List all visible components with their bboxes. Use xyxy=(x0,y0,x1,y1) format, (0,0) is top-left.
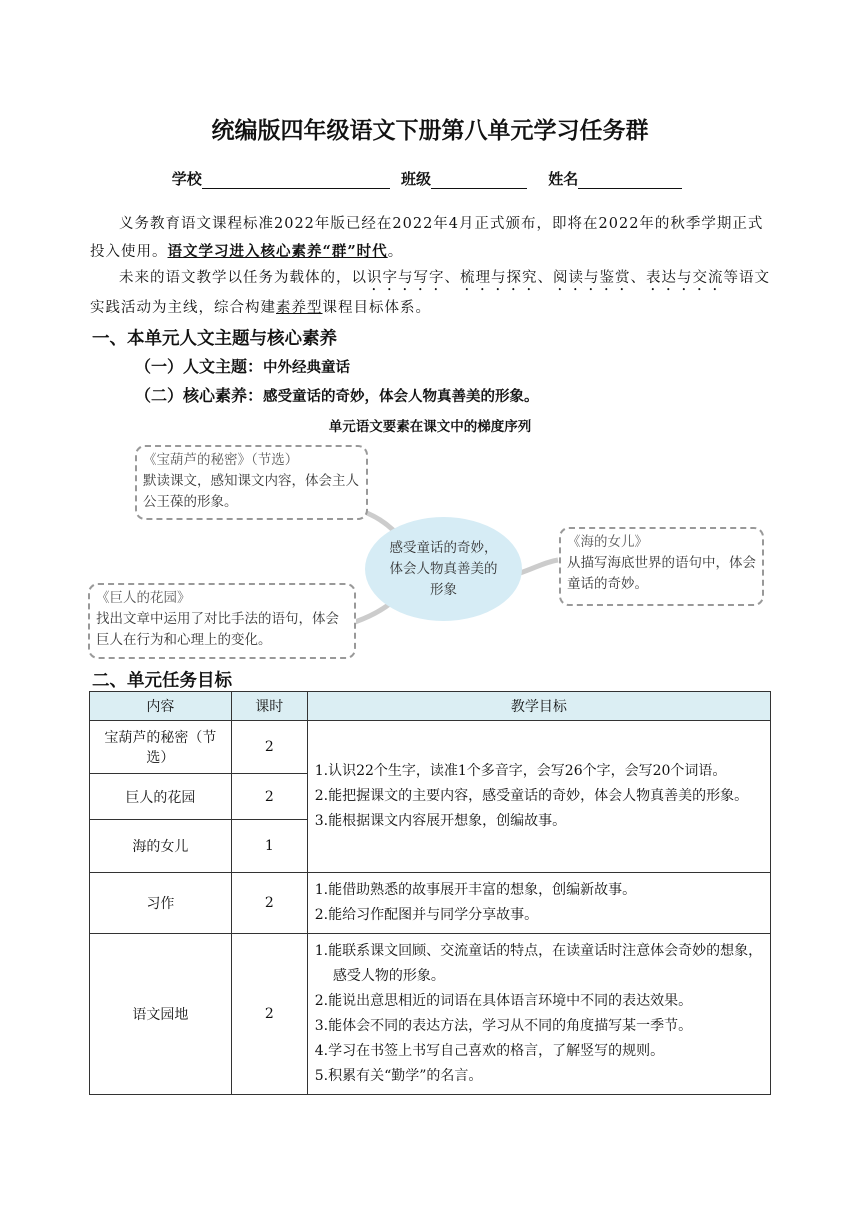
intro-p1-text: 义务教育语文课程标准2022年版已经在2022年4月正式颁布，即将在2022年的秋季学期正式投入使用。 xyxy=(90,216,764,260)
theme-value: 中外经典童话 xyxy=(263,360,351,376)
row-hours: 2 xyxy=(231,873,307,934)
goal-item: 1.认识22个生字，读准1个多音字，会写26个字，会写20个词语。 xyxy=(314,763,727,779)
box1-text: 默读课文，感知课文内容，体会主人公王葆的形象。 xyxy=(143,473,359,510)
row-content: 习作 xyxy=(90,873,232,934)
row-content: 语文园地 xyxy=(90,934,232,1095)
section2-heading: 二、单元任务目标 xyxy=(92,671,232,691)
header-hours: 课时 xyxy=(231,692,307,721)
table-row xyxy=(90,721,771,774)
header-goals: 教学目标 xyxy=(307,692,770,721)
box1-title: 《宝葫芦的秘密》（节选） xyxy=(143,452,299,468)
row-hours: 2 xyxy=(231,774,307,820)
intro-p2-dot2: 梳理与探究 xyxy=(460,270,538,286)
header-content: 内容 xyxy=(90,692,232,721)
student-info xyxy=(0,168,860,189)
table-header-row xyxy=(90,692,771,721)
intro-p1-bold: 语文学习进入核心素养“群”时代 xyxy=(167,243,388,260)
connector-line-2 xyxy=(520,560,558,573)
goal-item: 3.能根据课文内容展开想象，创编故事。 xyxy=(314,813,567,829)
goal-item: 1.能借助熟悉的故事展开丰富的想象，创编新故事。 xyxy=(314,882,637,898)
table-row xyxy=(90,873,771,934)
page-title: 统编版四年级语文下册第八单元学习任务群 xyxy=(211,118,649,144)
intro-p2-dot3: 阅读与鉴赏 xyxy=(553,270,631,286)
goal-item: 2.能说出意思相近的词语在具体语言环境中不同的表达效果。 xyxy=(314,993,693,1009)
diagram-box-2 xyxy=(559,527,764,606)
diagram-center-node xyxy=(365,517,522,621)
row-hours: 2 xyxy=(231,934,307,1095)
row-content: 海的女儿 xyxy=(90,820,232,873)
school-blank[interactable] xyxy=(202,172,390,189)
intro-p2-d: 、 xyxy=(630,270,646,286)
theme-line xyxy=(135,354,350,377)
class-label: 班级 xyxy=(400,170,431,188)
box3-text: 找出文章中运用了对比手法的语句，体会巨人在行为和心理上的变化。 xyxy=(96,611,339,648)
diagram-box-1 xyxy=(135,445,368,520)
goals-cell-3 xyxy=(307,934,770,1095)
class-blank[interactable] xyxy=(431,172,527,189)
box2-text: 从描写海底世界的语句中，体会童话的奇妙。 xyxy=(567,555,756,592)
intro-p2-b: 、 xyxy=(444,270,460,286)
goal-item: 5.积累有关“勤学”的名言。 xyxy=(314,1068,483,1084)
intro-p2-c: 、 xyxy=(537,270,553,286)
core-label: （二）核心素养： xyxy=(135,386,264,405)
box2-title: 《海的女儿》 xyxy=(567,534,648,550)
goal-item: 3.能体会不同的表达方法，学习从不同的角度描写某一季节。 xyxy=(314,1018,693,1034)
school-label: 学校 xyxy=(171,170,202,188)
intro-p2-a: 未来的语文教学以任务为载体的，以 xyxy=(119,270,367,286)
diagram-caption: 单元语文要素在课文中的梯度序列 xyxy=(328,419,532,435)
goals-cell-1 xyxy=(307,721,770,873)
core-value: 感受童话的奇妙，体会人物真善美的形象。 xyxy=(263,389,539,405)
section1-heading: 一、本单元人文主题与核心素养 xyxy=(92,329,337,349)
center-text: 感受童话的奇妙，体会人物真善美的形象 xyxy=(389,539,498,598)
goal-item: 2.能把握课文的主要内容，感受童话的奇妙，体会人物真善美的形象。 xyxy=(314,788,749,804)
intro-paragraph-2 xyxy=(90,264,770,322)
row-hours: 2 xyxy=(231,721,307,774)
intro-p2-underline: 素养型 xyxy=(276,300,323,316)
goals-cell-2 xyxy=(307,873,770,934)
intro-p2-f: 课程目标体系。 xyxy=(322,300,431,316)
core-line xyxy=(135,383,539,406)
row-content: 宝葫芦的秘密（节选） xyxy=(90,721,232,774)
name-blank[interactable] xyxy=(578,172,682,189)
intro-p1-end: 。 xyxy=(387,244,404,260)
intro-p2-e: 等语文实践活动为主线，综合构建 xyxy=(90,270,770,316)
row-hours: 1 xyxy=(231,820,307,873)
name-label: 姓名 xyxy=(548,170,579,188)
diagram-box-3 xyxy=(88,583,356,659)
task-table xyxy=(89,691,771,1095)
intro-p2-dot1: 识字与写字 xyxy=(367,270,445,286)
table-row xyxy=(90,934,771,1095)
row-content: 巨人的花园 xyxy=(90,774,232,820)
intro-p2-dot4: 表达与交流 xyxy=(646,270,724,286)
goal-item: 1.能联系课文回顾、交流童话的特点，在读童话时注意体会奇妙的想象，感受人物的形象。 xyxy=(314,943,763,984)
box3-title: 《巨人的花园》 xyxy=(96,590,191,606)
goal-item: 4.学习在书签上书写自己喜欢的格言，了解竖写的规则。 xyxy=(314,1043,665,1059)
theme-label: （一）人文主题： xyxy=(135,357,264,376)
intro-paragraph-1 xyxy=(90,210,770,266)
goal-item: 2.能给习作配图并与同学分享故事。 xyxy=(314,907,539,923)
